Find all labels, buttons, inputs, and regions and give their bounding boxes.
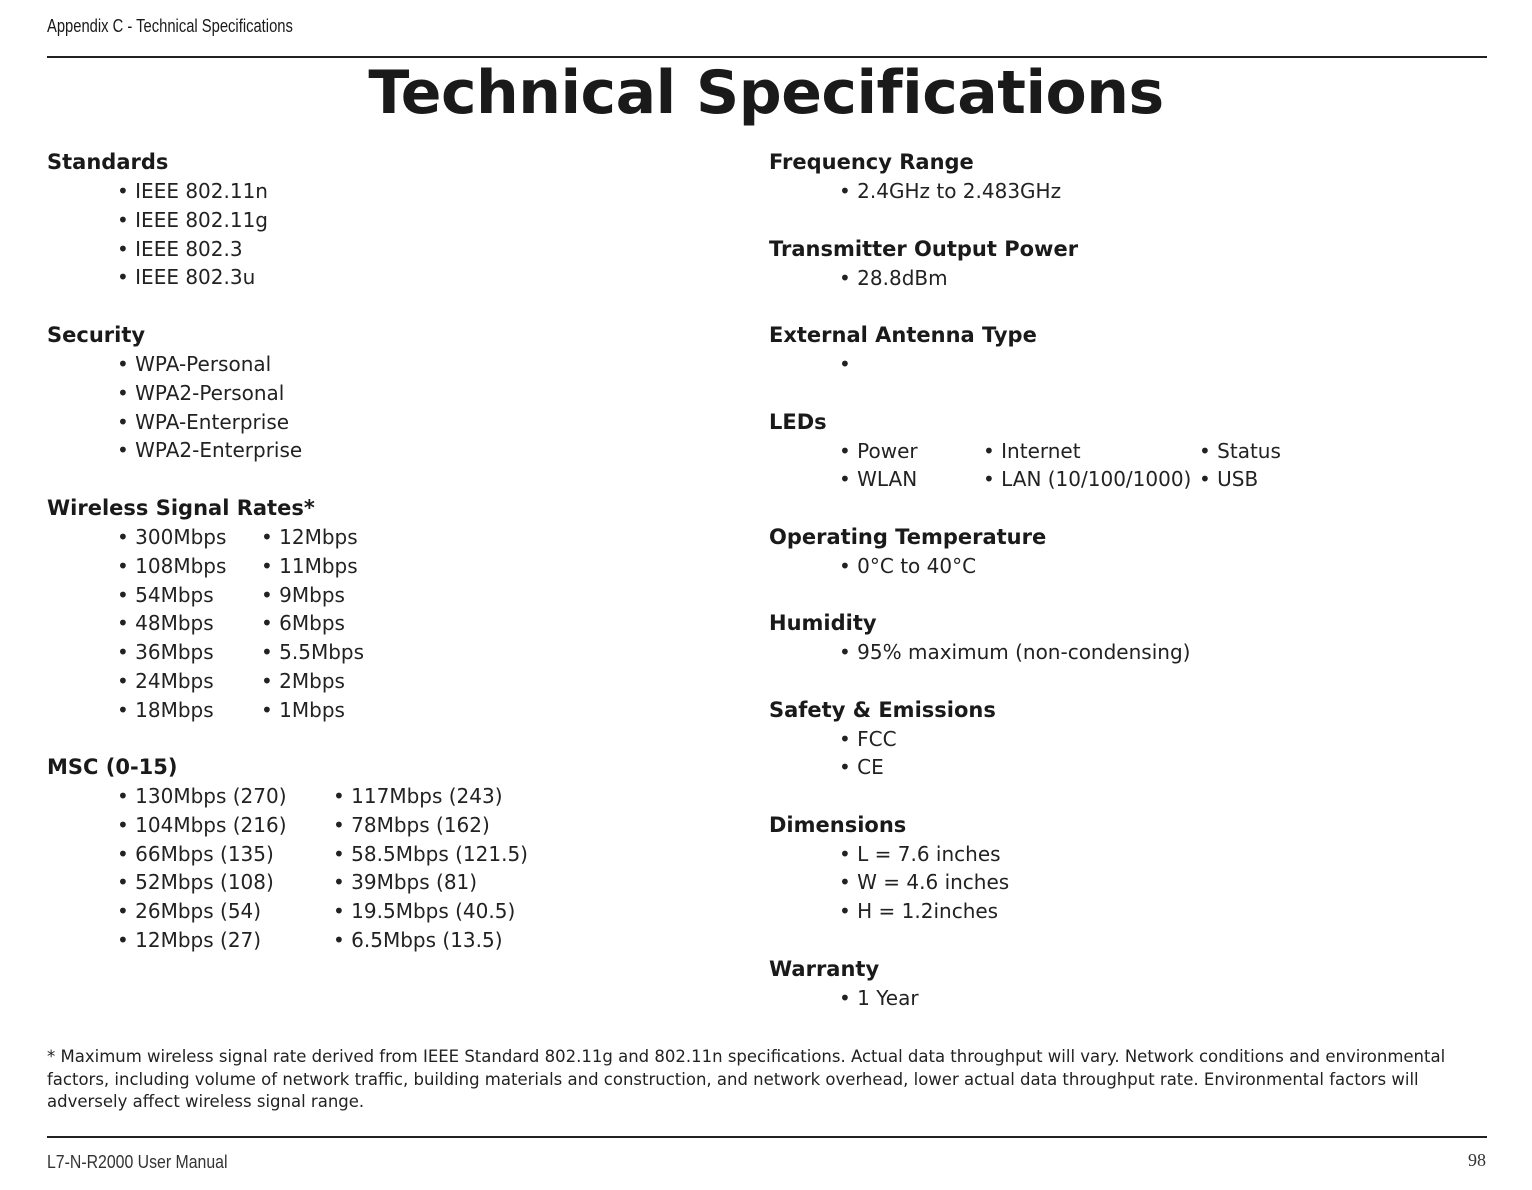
transmitter-list xyxy=(769,264,1509,293)
frequency-list xyxy=(769,177,1509,206)
list-item: • 108Mbps xyxy=(117,552,261,581)
list-item: • IEEE 802.3 xyxy=(117,235,747,264)
frequency-title: Frequency Range xyxy=(769,150,974,174)
list-item: • WPA-Personal xyxy=(117,350,747,379)
list-item: • 12Mbps (27) xyxy=(117,926,333,955)
list-item: • 26Mbps (54) xyxy=(117,897,333,926)
wireless-rates-grid xyxy=(47,523,747,725)
list-item: • 5.5Mbps xyxy=(261,638,364,667)
list-item: • 6Mbps xyxy=(261,609,364,638)
right-column xyxy=(769,148,1509,1012)
list-item: • L = 7.6 inches xyxy=(839,840,1509,869)
security-section xyxy=(47,321,747,494)
leds-col-1 xyxy=(839,437,983,495)
list-item: • IEEE 802.11n xyxy=(117,177,747,206)
left-column xyxy=(47,148,747,955)
leds-grid xyxy=(769,437,1509,495)
warranty-title: Warranty xyxy=(769,956,880,981)
list-item: • Power xyxy=(839,437,983,466)
section-header: Appendix C - Technical Specifications xyxy=(47,16,293,36)
list-item: • 39Mbps (81) xyxy=(333,868,528,897)
list-item: • 18Mbps xyxy=(117,696,261,725)
safety-title: Safety & Emissions xyxy=(769,697,996,722)
msc-col-2 xyxy=(333,782,528,955)
footer-rule xyxy=(47,1136,1487,1138)
list-item: • 2Mbps xyxy=(261,667,364,696)
list-item: • H = 1.2inches xyxy=(839,897,1509,926)
safety-section xyxy=(769,696,1509,811)
msc-grid xyxy=(47,782,747,955)
page-number: 98 xyxy=(1468,1150,1486,1170)
list-item: • 1 Year xyxy=(839,984,1509,1013)
dimensions-section xyxy=(769,811,1509,955)
wireless-rates-col-2 xyxy=(261,523,364,725)
list-item: • 2.4GHz to 2.483GHz xyxy=(839,177,1509,206)
humidity-list xyxy=(769,638,1509,667)
temperature-section xyxy=(769,523,1509,610)
list-item: • WPA2-Personal xyxy=(117,379,747,408)
list-item: • 1Mbps xyxy=(261,696,364,725)
list-item: • 12Mbps xyxy=(261,523,364,552)
footnote: * Maximum wireless signal rate derived from IEEE Standard 802.11g and 802.11n specifications. Actual data throughput will vary. Network conditions and environmental factors, including volume of network traffic, building materials and construction, and network overhead, lower actual data throughput rate. Environmental factors will adversely affect wireless signal range. xyxy=(47,1047,1446,1111)
security-title: Security xyxy=(47,323,146,347)
dimensions-title: Dimensions xyxy=(769,812,907,837)
warranty-list xyxy=(769,984,1509,1013)
list-item: • 6.5Mbps (13.5) xyxy=(333,926,528,955)
leds-title: LEDs xyxy=(769,409,827,434)
list-item: • 48Mbps xyxy=(117,609,261,638)
list-item xyxy=(839,350,1509,379)
list-item: • 58.5Mbps (121.5) xyxy=(333,840,528,869)
list-item: • LAN (10/100/1000) xyxy=(983,465,1199,494)
antenna-title: External Antenna Type xyxy=(769,323,1037,347)
antenna-section xyxy=(769,321,1509,408)
list-item: • 11Mbps xyxy=(261,552,364,581)
humidity-section xyxy=(769,609,1509,696)
wireless-rates-col-1 xyxy=(117,523,261,725)
msc-title: MSC (0-15) xyxy=(47,755,178,779)
list-item: • IEEE 802.11g xyxy=(117,206,747,235)
msc-section xyxy=(47,753,747,955)
leds-section xyxy=(769,408,1509,523)
list-item: • Status xyxy=(1199,437,1281,466)
list-item: • Internet xyxy=(983,437,1199,466)
standards-section xyxy=(47,148,747,321)
list-item: • 104Mbps (216) xyxy=(117,811,333,840)
list-item: • 300Mbps xyxy=(117,523,261,552)
list-item: • WLAN xyxy=(839,465,983,494)
list-item: • WPA2-Enterprise xyxy=(117,436,747,465)
dimensions-list xyxy=(769,840,1509,926)
list-item: • 9Mbps xyxy=(261,581,364,610)
list-item: • USB xyxy=(1199,465,1281,494)
list-item: • 52Mbps (108) xyxy=(117,868,333,897)
list-item: • IEEE 802.3u xyxy=(117,263,747,292)
list-item: • 95% maximum (non-condensing) xyxy=(839,638,1509,667)
security-list xyxy=(47,350,747,465)
list-item: • 54Mbps xyxy=(117,581,261,610)
list-item: • 0°C to 40°C xyxy=(839,552,1509,581)
list-item: • 36Mbps xyxy=(117,638,261,667)
antenna-list xyxy=(769,350,1509,379)
transmitter-section xyxy=(769,235,1509,322)
safety-list xyxy=(769,725,1509,783)
manual-name: L7-N-R2000 User Manual xyxy=(47,1152,228,1172)
list-item: • WPA-Enterprise xyxy=(117,408,747,437)
temperature-list xyxy=(769,552,1509,581)
standards-list xyxy=(47,177,747,292)
warranty-section xyxy=(769,955,1509,1013)
list-item: • 28.8dBm xyxy=(839,264,1509,293)
temperature-title: Operating Temperature xyxy=(769,524,1047,549)
list-item: • 24Mbps xyxy=(117,667,261,696)
page-title: Technical Specifications xyxy=(368,58,1164,128)
leds-col-2 xyxy=(983,437,1199,495)
list-item: • FCC xyxy=(839,725,1509,754)
transmitter-title: Transmitter Output Power xyxy=(769,236,1079,261)
list-item: • 78Mbps (162) xyxy=(333,811,528,840)
list-item: • W = 4.6 inches xyxy=(839,868,1509,897)
humidity-title: Humidity xyxy=(769,611,877,635)
standards-title: Standards xyxy=(47,150,169,174)
list-item: • 19.5Mbps (40.5) xyxy=(333,897,528,926)
leds-col-3 xyxy=(1199,437,1281,495)
wireless-rates-section xyxy=(47,494,747,753)
list-item: • 117Mbps (243) xyxy=(333,782,528,811)
frequency-section xyxy=(769,148,1509,235)
list-item: • 130Mbps (270) xyxy=(117,782,333,811)
list-item: • CE xyxy=(839,753,1509,782)
list-item: • 66Mbps (135) xyxy=(117,840,333,869)
msc-col-1 xyxy=(117,782,333,955)
wireless-rates-title: Wireless Signal Rates* xyxy=(47,496,315,520)
